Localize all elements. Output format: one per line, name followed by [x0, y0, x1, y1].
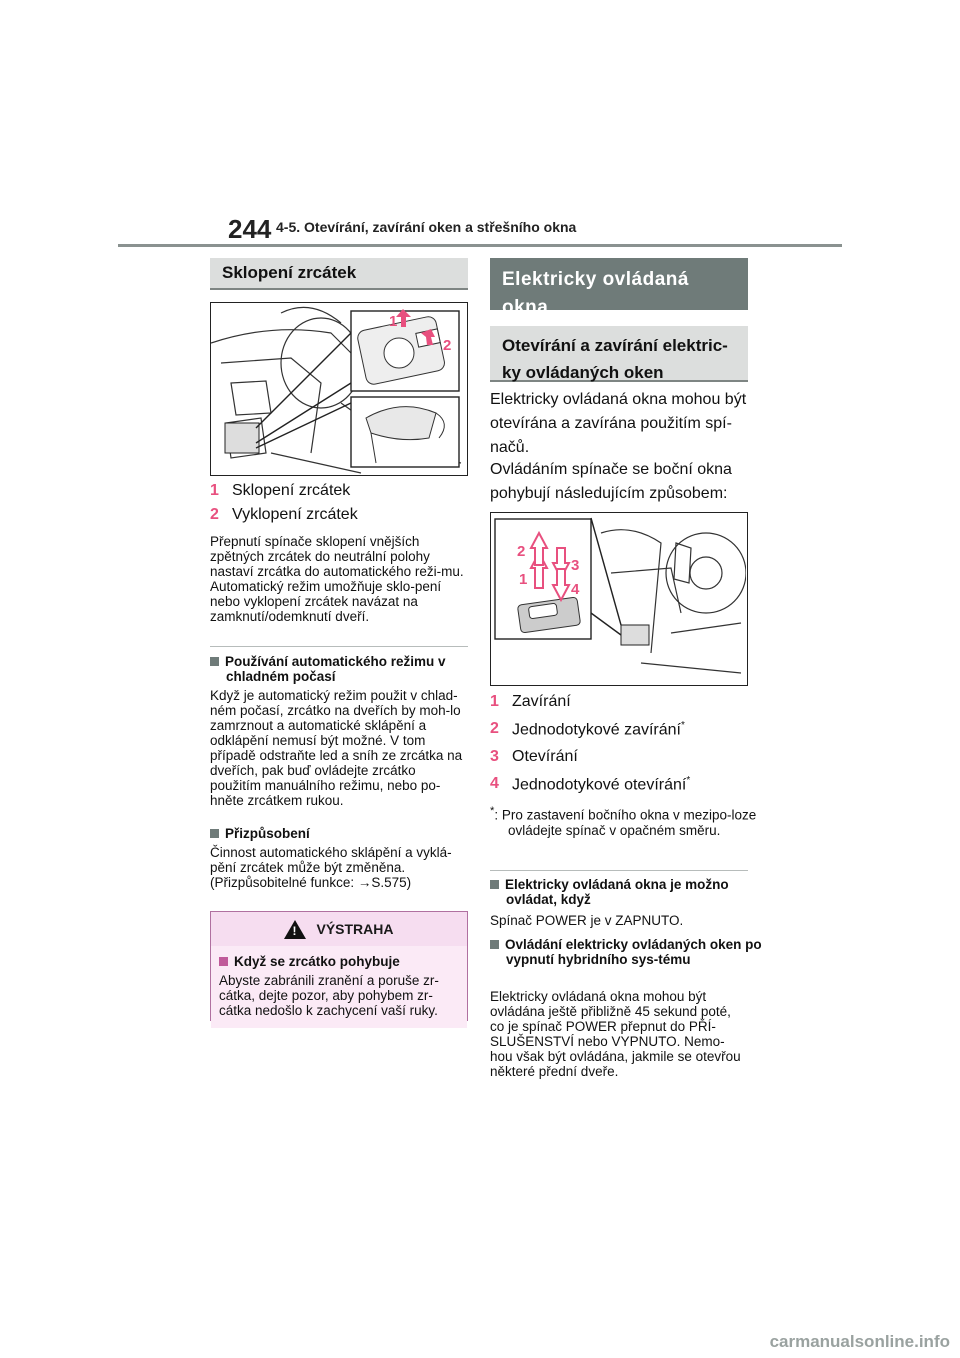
warning-box [210, 911, 468, 1021]
customization-heading: Přizpůsobení [210, 826, 482, 841]
windows-intro-paragraph-1: Elektricky ovládaná okna mohou být otevírána a zavírána použitím spí-načů. [490, 391, 747, 456]
mirror-items-list [210, 482, 468, 524]
item-number: 3 [490, 748, 499, 766]
list-item [210, 482, 468, 500]
page-number: 244 [228, 214, 272, 244]
section-title-power-windows: Elektricky ovládaná okna [490, 258, 748, 310]
item-number: 1 [210, 482, 219, 499]
item-number: 1 [490, 693, 499, 710]
footnote-star: * [686, 775, 691, 787]
item-text: Jednodotykové zavírání [512, 721, 681, 739]
item-text: Sklopení zrcátek [232, 482, 351, 499]
conditions-heading: Elektricky ovládaná okna je možno ovládat, když [490, 877, 762, 907]
figure-label-1: 1 [519, 571, 528, 588]
windows-intro-paragraph-2: Ovládáním spínače se boční okna pohybují následujícím způsobem: [490, 461, 732, 502]
figure-label-2: 2 [517, 543, 526, 560]
list-item [490, 748, 748, 766]
cold-weather-heading: Používání automatického režimu v chladném počasí [210, 654, 482, 684]
window-items-list [490, 693, 748, 795]
item-text: Vyklopení zrcátek [232, 506, 358, 523]
list-item [210, 506, 468, 524]
chapter-title: 4-5. Otevírání, zavírání oken a střešního okna [276, 219, 577, 235]
list-item [490, 775, 748, 794]
customization-paragraph: Činnost automatického sklápění a vyklá-pění zrcátek může být změněna. (Přizpůsobitelné funkce: →S.575) [210, 845, 452, 890]
cold-weather-paragraph: Když je automatický režim použit v chlad-ném počasí, zrcátko na dveřích by moh-lo zamrznout a automatické sklápění a odklápění nemusí být možné. V tom případě odstraňte led a sníh ze zrcátka na dveřích, pak buď ovládejte zrcátko použitím manuálního režimu, nebo po-hněte zrcátkem rukou. [210, 688, 463, 808]
figure-label-2: 2 [443, 337, 452, 354]
after-shutdown-heading: Ovládání elektricky ovládaných oken po vypnutí hybridního sys-tému [490, 937, 762, 967]
mirror-switch-illustration [210, 302, 468, 476]
bullet-square-icon [490, 940, 499, 949]
warning-triangle-icon: ! [284, 920, 306, 939]
footnote: *: Pro zastavení bočního okna v mezipo-loze ovládejte spínač v opačném směru. [490, 805, 757, 838]
bullet-square-icon [210, 657, 219, 666]
warning-heading: Když se zrcátko pohybuje [219, 954, 459, 969]
footnote-star: * [681, 720, 685, 731]
figure-label-1: 1 [389, 313, 398, 330]
window-switch-illustration [490, 512, 748, 686]
bullet-square-icon [210, 829, 219, 838]
item-text: Jednodotykové otevírání [512, 776, 687, 794]
bullet-square-icon [490, 880, 499, 889]
item-number: 4 [490, 775, 499, 793]
after-shutdown-paragraph: Elektricky ovládaná okna mohou být ovládána ještě přibližně 45 sekund poté, co je spínač POWER přepnut do PŘÍ-SLUŠENSTVÍ nebo VYPNUTO. Nemo-hou však být ovládána, jakmile se otevřou některé přední dveře. [490, 989, 741, 1079]
item-number: 2 [490, 720, 499, 737]
conditions-paragraph: Spínač POWER je v ZAPNUTO. [490, 913, 684, 928]
list-item [490, 720, 748, 739]
subsection-title-open-close: Otevírání a zavírání elektric-ky ovládaných oken [490, 326, 748, 382]
list-item [490, 693, 748, 711]
figure-label-4: 4 [571, 581, 580, 598]
warning-title: VÝSTRAHA [316, 921, 394, 937]
divider [210, 646, 468, 647]
divider [490, 870, 748, 871]
header-divider [118, 244, 842, 247]
item-number: 2 [210, 506, 219, 523]
warning-body [211, 946, 467, 1028]
bullet-square-icon [219, 957, 228, 966]
figure-label-3: 3 [571, 557, 580, 574]
watermark: carmanualsonline.info [769, 1332, 950, 1351]
footnote-mark: * [490, 805, 495, 817]
warning-header [211, 912, 467, 946]
section-title-mirror-fold: Sklopení zrcátek [210, 258, 468, 290]
warning-text: Abyste zabránili zranění a poruše zr-cátka, dejte pozor, aby pohybem zr-cátka nedošlo k zachycení vaší ruky. [219, 973, 439, 1018]
item-text: Otevírání [512, 748, 578, 766]
item-text: Zavírání [512, 693, 571, 710]
mirror-intro-paragraph: Přepnutí spínače sklopení vnějších zpětných zrcátek do neutrální polohy nastaví zrcátka do automatického reži-mu. Automatický režim umožňuje sklo-pení nebo vyklopení zrcátek navázat na zamknutí/odemknutí dveří. [210, 534, 464, 624]
